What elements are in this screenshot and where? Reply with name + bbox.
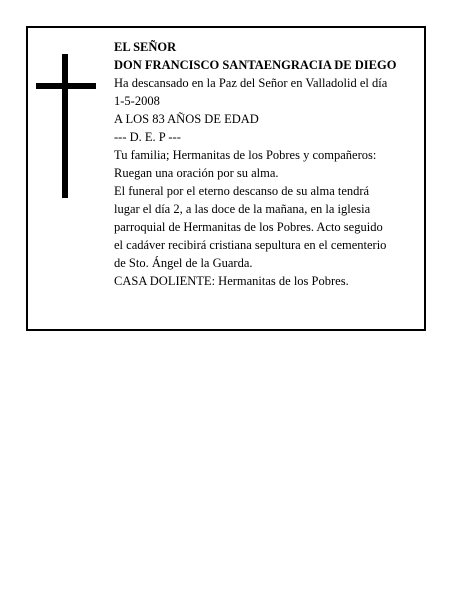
funeral-info-line-5: de Sto. Ángel de la Guarda.	[114, 256, 253, 270]
mourners-line: Tu familia; Hermanitas de los Pobres y compañeros:	[114, 148, 377, 162]
notice-header: EL SEÑOR	[114, 40, 177, 54]
funeral-info-line-1: El funeral por el eterno descanso de su alma tendrá	[114, 184, 370, 198]
funeral-info-line-4: el cadáver recibirá cristiana sepultura en el cementerio	[114, 238, 387, 252]
latin-cross-icon	[36, 54, 96, 198]
deceased-name: DON FRANCISCO SANTAENGRACIA DE DIEGO	[114, 58, 397, 72]
obituary-text-block	[114, 38, 426, 290]
prayer-request-line: Ruegan una oración por su alma.	[114, 166, 279, 180]
death-date: 1-5-2008	[114, 94, 160, 108]
mourning-house-line: CASA DOLIENTE: Hermanitas de los Pobres.	[114, 274, 349, 288]
cross-horizontal-bar	[36, 83, 96, 89]
cross-vertical-bar	[62, 54, 68, 198]
funeral-info-line-2: lugar el día 2, a las doce de la mañana, en la iglesia	[114, 202, 371, 216]
funeral-info-line-3: parroquial de Hermanitas de los Pobres. Acto seguido	[114, 220, 383, 234]
age-line: A LOS 83 AÑOS DE EDAD	[114, 112, 259, 126]
death-announcement-line: Ha descansado en la Paz del Señor en Valladolid el día	[114, 76, 388, 90]
rip-line: --- D. E. P ---	[114, 130, 181, 144]
